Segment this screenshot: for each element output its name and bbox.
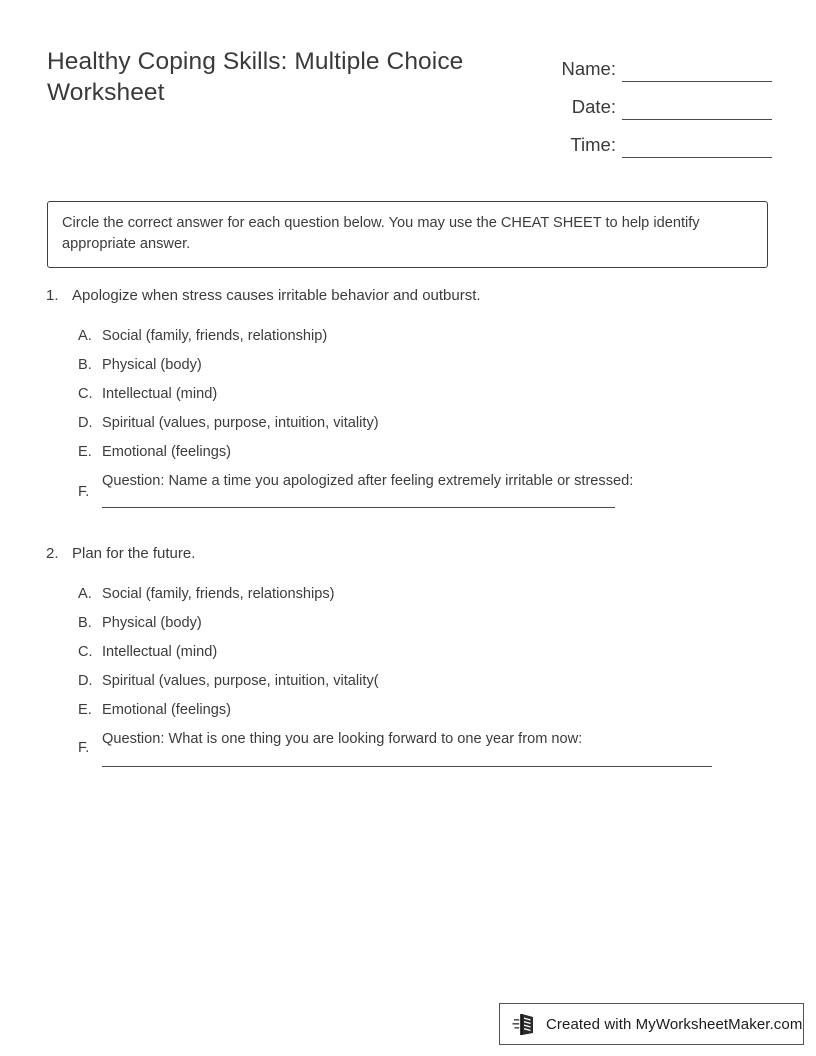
question-number: 1. bbox=[46, 287, 59, 304]
date-write-line[interactable] bbox=[622, 97, 772, 120]
option-text: Spiritual (values, purpose, intuition, vitality( bbox=[102, 673, 379, 689]
created-with-badge[interactable] bbox=[499, 1003, 804, 1045]
option-a[interactable] bbox=[0, 325, 816, 354]
student-info-fields bbox=[540, 44, 772, 158]
free-response-answer-line[interactable] bbox=[102, 493, 615, 508]
question-block bbox=[0, 543, 816, 768]
question-heading bbox=[0, 543, 816, 565]
option-e[interactable] bbox=[0, 699, 816, 728]
option-c[interactable] bbox=[0, 383, 816, 412]
option-f-free-response[interactable] bbox=[0, 470, 816, 513]
option-letter: D. bbox=[78, 673, 93, 689]
question-heading bbox=[0, 285, 816, 307]
meta-row-time bbox=[540, 120, 772, 158]
name-label: Name: bbox=[561, 58, 616, 79]
option-text: Emotional (feelings) bbox=[102, 702, 231, 718]
option-text: Emotional (feelings) bbox=[102, 444, 231, 460]
option-letter: B. bbox=[78, 615, 92, 631]
option-e[interactable] bbox=[0, 441, 816, 470]
meta-row-name bbox=[540, 44, 772, 82]
option-c[interactable] bbox=[0, 641, 816, 670]
option-letter: C. bbox=[78, 644, 93, 660]
option-text: Physical (body) bbox=[102, 357, 202, 373]
option-letter: A. bbox=[78, 328, 92, 344]
time-label: Time: bbox=[570, 134, 616, 155]
free-response-answer-line[interactable] bbox=[102, 753, 712, 767]
option-text: Social (family, friends, relationships) bbox=[102, 586, 335, 602]
date-label: Date: bbox=[571, 96, 616, 117]
question-block bbox=[0, 285, 816, 513]
option-d[interactable] bbox=[0, 670, 816, 699]
option-a[interactable] bbox=[0, 583, 816, 612]
option-text: Social (family, friends, relationship) bbox=[102, 328, 328, 344]
option-letter: F. bbox=[78, 483, 90, 500]
option-text: Intellectual (mind) bbox=[102, 386, 218, 402]
name-write-line[interactable] bbox=[622, 59, 772, 82]
question-prompt: Plan for the future. bbox=[72, 545, 196, 562]
answer-options bbox=[0, 583, 816, 768]
free-response-prompt: Question: Name a time you apologized after feeling extremely irritable or stressed: bbox=[102, 473, 634, 489]
free-response-prompt: Question: What is one thing you are looking forward to one year from now: bbox=[102, 731, 583, 747]
option-f-free-response[interactable] bbox=[0, 728, 816, 768]
badge-text: Created with MyWorksheetMaker.com bbox=[546, 1015, 803, 1033]
option-text: Physical (body) bbox=[102, 615, 202, 631]
option-b[interactable] bbox=[0, 354, 816, 383]
worksheet-maker-logo-icon bbox=[512, 1012, 538, 1036]
option-text: Spiritual (values, purpose, intuition, vitality) bbox=[102, 415, 379, 431]
answer-options bbox=[0, 325, 816, 513]
questions-list bbox=[0, 285, 816, 791]
option-letter: E. bbox=[78, 444, 92, 460]
question-prompt: Apologize when stress causes irritable behavior and outburst. bbox=[72, 287, 481, 304]
option-letter: B. bbox=[78, 357, 92, 373]
meta-row-date bbox=[540, 82, 772, 120]
worksheet-header bbox=[0, 0, 816, 175]
option-letter: E. bbox=[78, 702, 92, 718]
option-letter: D. bbox=[78, 415, 93, 431]
time-write-line[interactable] bbox=[622, 135, 772, 158]
instructions-box bbox=[47, 201, 768, 268]
option-b[interactable] bbox=[0, 612, 816, 641]
option-letter: F. bbox=[78, 740, 90, 756]
question-number: 2. bbox=[46, 545, 59, 562]
page-title: Healthy Coping Skills: Multiple Choice Worksheet bbox=[47, 48, 464, 106]
option-letter: A. bbox=[78, 586, 92, 602]
option-text: Intellectual (mind) bbox=[102, 644, 218, 660]
option-letter: C. bbox=[78, 386, 93, 402]
instructions-text: Circle the correct answer for each question below. You may use the CHEAT SHEET to help identify appropriate answer. bbox=[62, 215, 700, 252]
option-d[interactable] bbox=[0, 412, 816, 441]
